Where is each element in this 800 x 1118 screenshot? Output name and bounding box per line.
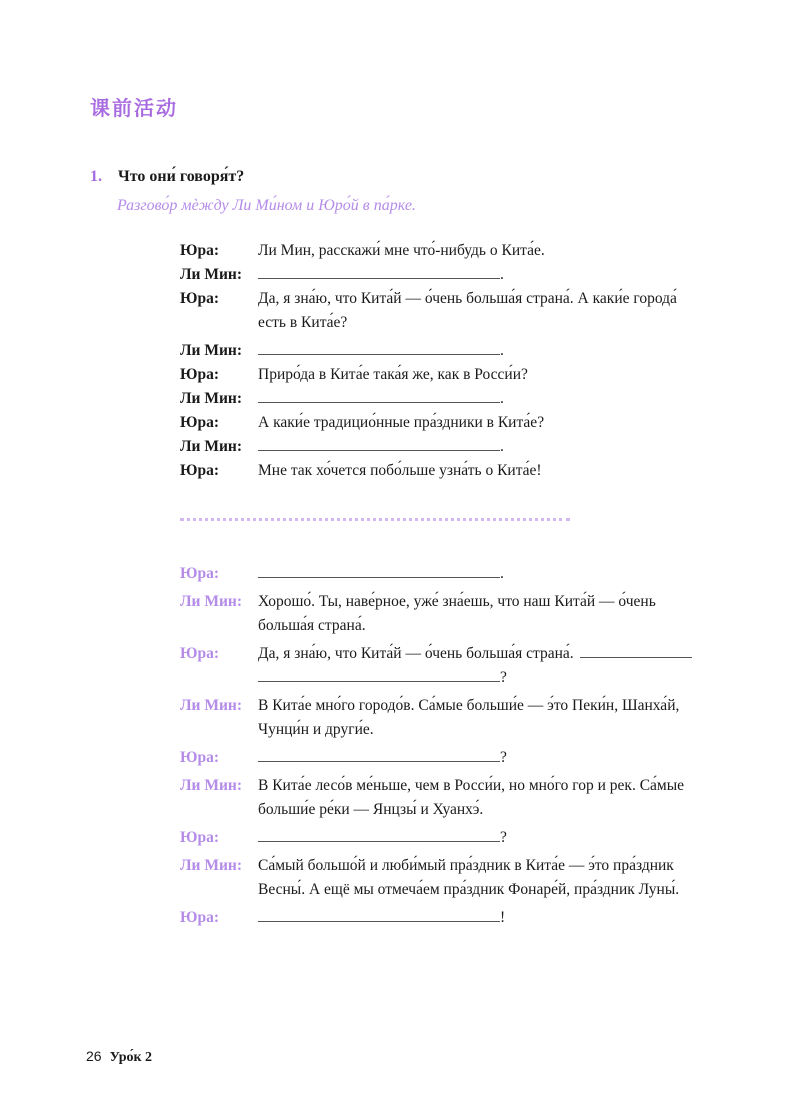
answer-blank[interactable]	[258, 340, 500, 355]
dialog-text	[258, 907, 700, 929]
dialog-line	[180, 799, 700, 821]
speaker-label: Ли Мин:	[180, 593, 243, 610]
section-title: 课前活动	[90, 96, 178, 120]
blank-punctuation: ?	[500, 749, 507, 766]
speaker-label	[180, 667, 258, 689]
answer-blank[interactable]	[258, 907, 500, 922]
dialog-line	[180, 719, 700, 741]
speaker-label	[180, 312, 258, 334]
dialog-text	[258, 855, 700, 877]
dialog-line	[180, 907, 700, 929]
dialog-text	[258, 879, 700, 901]
page-footer	[86, 1048, 152, 1066]
speaker-label	[180, 799, 258, 821]
dialog-line	[180, 436, 700, 458]
dialog-line	[180, 412, 700, 434]
line-text: Ли Мин, расскажи́ мне что́-нибудь о Кита́е.	[258, 242, 545, 259]
dialog-text	[258, 667, 700, 689]
blank-punctuation: ?	[500, 829, 507, 846]
dialog-line	[180, 855, 700, 877]
speaker-label	[180, 719, 258, 741]
dialog-line	[180, 667, 700, 689]
line-text: Да, я зна́ю, что Кита́й — о́чень больша́я страна́.	[258, 645, 574, 662]
speaker-label: Юра:	[180, 290, 219, 307]
dialog-text	[258, 799, 700, 821]
answer-blank[interactable]	[258, 436, 500, 451]
dialog-line	[180, 240, 700, 262]
dialog-text	[258, 264, 700, 286]
dialog-text	[258, 827, 700, 849]
speaker-label: Юра:	[180, 462, 219, 479]
dialog-line	[180, 695, 700, 717]
dialog-text	[258, 364, 700, 386]
dialog-one	[180, 240, 700, 484]
dialog-text	[258, 436, 700, 458]
blank-punctuation: ?	[500, 669, 507, 686]
blank-punctuation: .	[500, 342, 504, 359]
speaker-label: Юра:	[180, 366, 219, 383]
line-text: В Кита́е лесо́в ме́ньше, чем в Росси́и, но мно́го гор и рек. Са́мые	[258, 777, 685, 794]
dialog-line	[180, 775, 700, 797]
line-text: Хорошо́. Ты, наве́рное, уже́ зна́ешь, что наш Кита́й — о́чень	[258, 593, 656, 610]
dialog-line	[180, 643, 700, 665]
dialog-line	[180, 388, 700, 410]
line-text: есть в Кита́е?	[258, 314, 348, 331]
blank-punctuation: .	[500, 565, 504, 582]
speaker-label	[180, 615, 258, 637]
line-text: больши́е ре́ки — Янцзы́ и Хуанхэ́.	[258, 801, 484, 818]
blank-punctuation: .	[500, 390, 504, 407]
dialog-line	[180, 312, 700, 334]
line-text: А каки́е традицио́нные пра́здники в Кита́е?	[258, 414, 545, 431]
dialog-text	[258, 643, 700, 665]
speaker-label: Юра:	[180, 565, 219, 582]
speaker-label: Ли Мин:	[180, 342, 243, 359]
line-text: Приро́да в Кита́е така́я же, как в Росси́и?	[258, 366, 528, 383]
dialog-line	[180, 264, 700, 286]
dialog-text	[258, 563, 700, 585]
speaker-label: Ли Мин:	[180, 390, 243, 407]
answer-blank[interactable]	[258, 667, 500, 682]
line-text: Мне так хо́чется побо́льше узна́ть о Кита́е!	[258, 462, 542, 479]
speaker-label: Ли Мин:	[180, 857, 243, 874]
speaker-label: Юра:	[180, 645, 219, 662]
speaker-label: Ли Мин:	[180, 697, 243, 714]
dialog-line	[180, 288, 700, 310]
answer-blank[interactable]	[580, 643, 692, 658]
blank-punctuation: .	[500, 438, 504, 455]
dialog-text	[258, 460, 700, 482]
answer-blank[interactable]	[258, 563, 500, 578]
dialog-line	[180, 460, 700, 482]
line-text: больша́я страна́.	[258, 617, 366, 634]
answer-blank[interactable]	[258, 827, 500, 842]
line-text: Весны́. А ещё мы отмеча́ем пра́здник Фонаре́й, пра́здник Луны́.	[258, 881, 680, 898]
dialog-line	[180, 591, 700, 613]
speaker-label: Юра:	[180, 829, 219, 846]
blank-punctuation: !	[500, 909, 506, 926]
page-number: 26	[86, 1048, 102, 1064]
dialog-text	[258, 288, 700, 310]
line-text: Чунци́н и други́е.	[258, 721, 374, 738]
dialog-line	[180, 879, 700, 901]
answer-blank[interactable]	[258, 388, 500, 403]
speaker-label: Юра:	[180, 909, 219, 926]
dialog-text	[258, 312, 700, 334]
dialog-line	[180, 615, 700, 637]
dialog-line	[180, 747, 700, 769]
answer-blank[interactable]	[258, 264, 500, 279]
exercise-heading	[90, 168, 244, 186]
dialog-text	[258, 388, 700, 410]
dialog-line	[180, 340, 700, 362]
dialog-text	[258, 591, 700, 613]
speaker-label: Ли Мин:	[180, 266, 243, 283]
speaker-label: Юра:	[180, 414, 219, 431]
line-text: В Кита́е мно́го городо́в. Са́мые больши́е — э́то Пеки́н, Шанха́й,	[258, 697, 680, 714]
answer-blank[interactable]	[258, 747, 500, 762]
speaker-label: Юра:	[180, 749, 219, 766]
dialog-text	[258, 340, 700, 362]
dialog-line	[180, 563, 700, 585]
exercise-title: Что они́ говоря́т?	[118, 168, 245, 185]
dialog-text	[258, 695, 700, 717]
section-divider	[180, 518, 570, 521]
dialog-text	[258, 747, 700, 769]
dialog-text	[258, 240, 700, 262]
dialog-text	[258, 775, 700, 797]
dialog-line	[180, 364, 700, 386]
dialog-line	[180, 827, 700, 849]
lesson-label: Уро́к 2	[109, 1050, 153, 1065]
speaker-label: Ли Мин:	[180, 438, 243, 455]
speaker-label: Юра:	[180, 242, 219, 259]
exercise-number: 1.	[90, 168, 102, 185]
speaker-label: Ли Мин:	[180, 777, 243, 794]
blank-punctuation: .	[500, 266, 504, 283]
dialog-two	[180, 563, 700, 931]
exercise-subtitle: Разгово́р мѐжду Ли Ми́ном и Юро́й в па́рке.	[117, 197, 416, 214]
dialog-text	[258, 719, 700, 741]
dialog-text	[258, 412, 700, 434]
line-text: Са́мый большо́й и люби́мый пра́здник в Кита́е — э́то пра́здник	[258, 857, 674, 874]
dialog-text	[258, 615, 700, 637]
speaker-label	[180, 879, 258, 901]
line-text: Да, я зна́ю, что Кита́й — о́чень больша́я страна́. А каки́е города́	[258, 290, 677, 307]
